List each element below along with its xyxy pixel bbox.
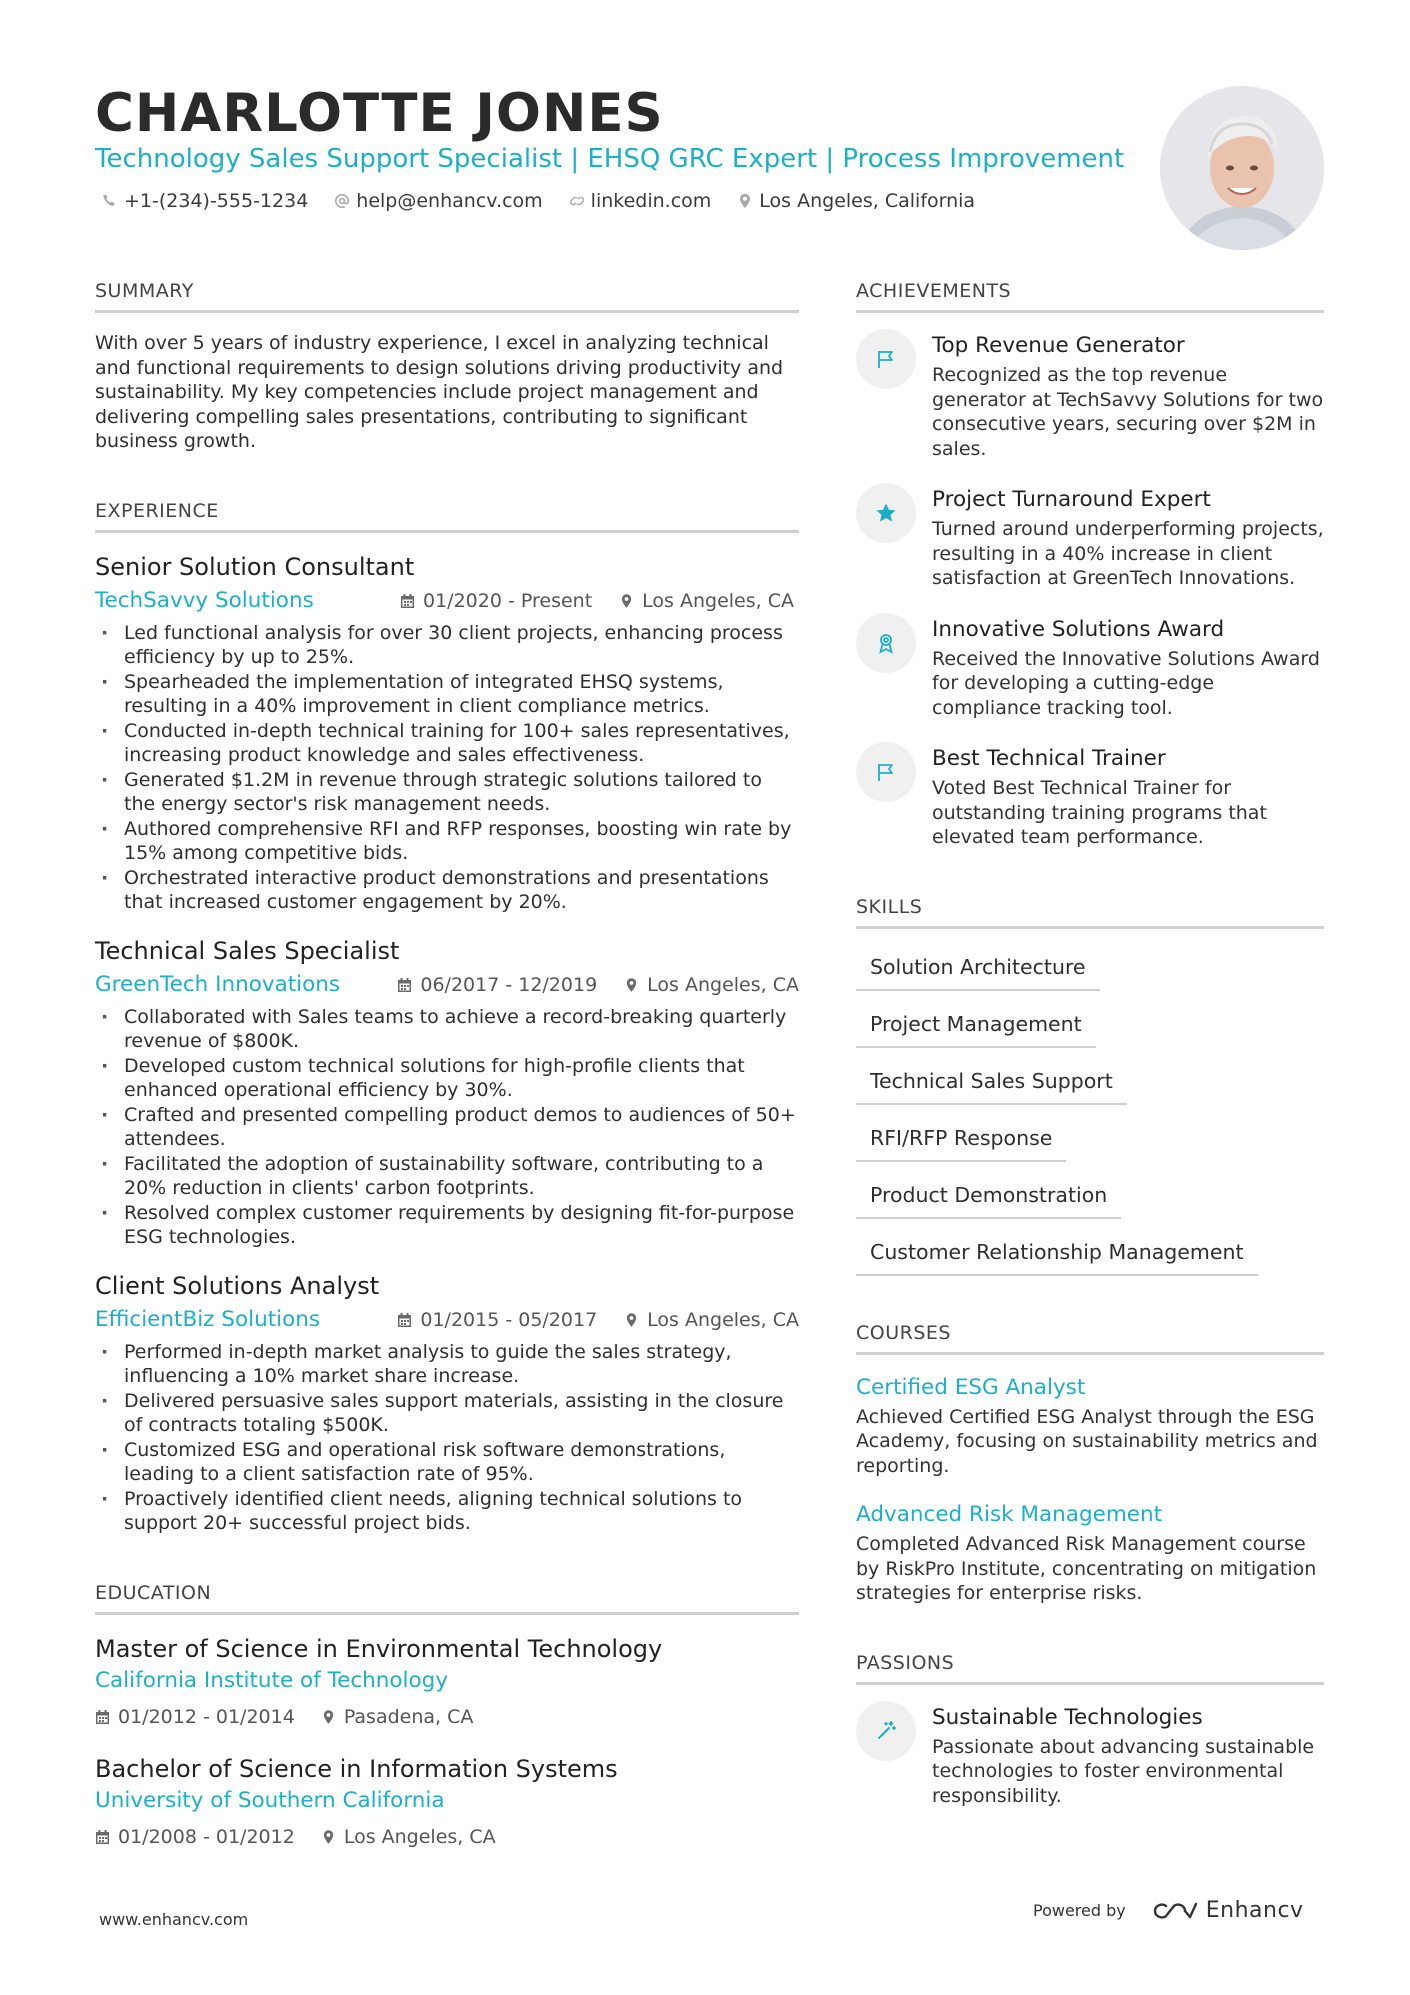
section-title-experience: EXPERIENCE (95, 498, 799, 533)
summary-text: With over 5 years of industry experience, I excel in analyzing technical and functional requirements to design solutions driving productivity and sustainability. My key competencies include project management and delivering compelling sales presentations, contributing to significant business growth. (95, 332, 784, 452)
phone-icon (102, 193, 118, 209)
summary-section (95, 278, 799, 454)
course-item (856, 1500, 1324, 1606)
skills-list (856, 947, 1324, 1276)
education-dates (95, 1706, 295, 1728)
achievement-item (856, 615, 1324, 721)
section-title-skills: SKILLS (856, 894, 1324, 929)
footer-brand (1033, 1898, 1304, 1923)
bullet-item: · Authored comprehensive RFI and RFP responses, boosting win rate by 15% among competitive bids. (95, 817, 799, 866)
bullet-item: · Facilitated the adoption of sustainability software, contributing to a 20% reduction in clients' carbon footprints. (95, 1152, 799, 1201)
calendar-icon (397, 977, 412, 993)
right-column (856, 278, 1324, 1832)
job-bullets (95, 621, 799, 915)
degree-title: Master of Science in Environmental Technology (95, 1634, 663, 1663)
job-meta (95, 1304, 799, 1336)
achievement-title: Top Revenue Generator (932, 333, 1185, 358)
job-bullets (95, 1005, 799, 1250)
education-dates (95, 1826, 295, 1848)
contact-bar (102, 190, 975, 212)
section-title-summary: SUMMARY (95, 278, 799, 313)
job-location (624, 1309, 799, 1331)
passions-section (856, 1650, 1324, 1809)
bullet-item: · Generated $1.2M in revenue through strategic solutions tailored to the energy sector's risk management needs. (95, 768, 799, 817)
course-title: Certified ESG Analyst (856, 1374, 1086, 1400)
phone-text: +1-(234)-555-1234 (124, 190, 309, 212)
section-title-education: EDUCATION (95, 1580, 799, 1615)
contact-location (737, 190, 975, 212)
achievement-item (856, 331, 1324, 461)
experience-entry (95, 935, 799, 1250)
bullet-item: · Proactively identified client needs, aligning technical solutions to support 20+ successful project bids. (95, 1487, 799, 1536)
experience-entry (95, 1270, 799, 1536)
linkedin-text: linkedin.com (590, 190, 712, 212)
bullet-item: · Customized ESG and operational risk software demonstrations, leading to a client satisfaction rate of 95%. (95, 1438, 799, 1487)
location-text: Los Angeles, California (759, 190, 976, 212)
achievement-item (856, 744, 1324, 850)
achievement-item (856, 485, 1324, 591)
brand-logo[interactable] (1152, 1898, 1304, 1923)
section-title-achievements: ACHIEVEMENTS (856, 278, 1324, 313)
job-location-text: Los Angeles, CA (647, 973, 799, 996)
school-name: University of Southern California (95, 1787, 445, 1813)
achievement-desc: Recognized as the top revenue generator at TechSavvy Solutions for two consecutive years, securing over $2M in sales. (932, 364, 1324, 460)
job-meta (95, 969, 799, 1001)
achievement-desc: Turned around underperforming projects, resulting in a 40% increase in client satisfaction at GreenTech Innovations. (932, 518, 1324, 589)
skills-section (856, 894, 1324, 1276)
job-title: Client Solutions Analyst (95, 1271, 380, 1300)
email-text: help@enhancv.com (356, 190, 543, 212)
headline: Technology Sales Support Specialist | EHSQ GRC Expert | Process Improvement (95, 144, 1125, 174)
course-item (856, 1373, 1324, 1479)
location-pin-icon (624, 1312, 639, 1328)
experience-entry (95, 551, 799, 915)
achievement-title: Best Technical Trainer (932, 746, 1166, 771)
course-desc: Completed Advanced Risk Management course by RiskPro Institute, concentrating on mitigation strategies for enterprise risks. (856, 1533, 1317, 1604)
link-icon (569, 193, 585, 209)
bullet-item: · Orchestrated interactive product demonstrations and presentations that increased customer engagement by 20%. (95, 866, 799, 915)
job-location (624, 974, 799, 996)
calendar-icon (95, 1709, 110, 1725)
course-desc: Achieved Certified ESG Analyst through the ESG Academy, focusing on sustainability metrics and reporting. (856, 1405, 1318, 1477)
bullet-item: · Developed custom technical solutions for high-profile clients that enhanced operational efficiency by 30%. (95, 1054, 799, 1103)
brand-name: Enhancv (1205, 1898, 1304, 1923)
powered-by-text: Powered by (1033, 1901, 1126, 1920)
section-title-passions: PASSIONS (856, 1650, 1324, 1685)
job-dates (400, 590, 592, 612)
skill-tag: Customer Relationship Management (856, 1232, 1258, 1276)
location-pin-icon (619, 593, 634, 609)
flag-icon (856, 329, 916, 389)
bullet-item: · Delivered persuasive sales support materials, assisting in the closure of contracts totaling $500K. (95, 1389, 799, 1438)
education-location (321, 1826, 496, 1848)
achievement-title: Innovative Solutions Award (932, 616, 1225, 642)
location-pin-icon (737, 193, 753, 209)
avatar (1160, 86, 1324, 250)
left-column (95, 278, 799, 1873)
contact-linkedin[interactable] (569, 190, 712, 212)
star-icon (856, 483, 916, 543)
passion-desc: Passionate about advancing sustainable technologies to foster environmental responsibility. (932, 1735, 1315, 1807)
enhancv-logo-icon (1152, 1900, 1198, 1922)
education-location (321, 1706, 474, 1728)
experience-section (95, 498, 799, 1536)
education-meta (95, 1821, 799, 1853)
job-meta (95, 585, 799, 617)
magic-wand-icon (856, 1701, 916, 1761)
section-title-courses: COURSES (856, 1320, 1324, 1355)
company-name: TechSavvy Solutions (95, 588, 314, 613)
calendar-icon (400, 593, 415, 609)
footer-website[interactable]: www.enhancv.com (99, 1910, 249, 1929)
degree-title: Bachelor of Science in Information Systems (95, 1754, 618, 1783)
school-name: California Institute of Technology (95, 1667, 449, 1693)
contact-phone[interactable] (102, 190, 308, 212)
bullet-item: · Spearheaded the implementation of integrated EHSQ systems, resulting in a 40% improvement in client compliance metrics. (95, 670, 799, 719)
achievement-desc: Voted Best Technical Trainer for outstanding training programs that elevated team performance. (932, 777, 1267, 848)
course-title: Advanced Risk Management (856, 1502, 1163, 1527)
award-icon (856, 613, 916, 673)
job-dates-text: 01/2020 - Present (423, 589, 593, 612)
calendar-icon (95, 1829, 110, 1845)
flag-icon (856, 742, 916, 802)
location-pin-icon (321, 1709, 336, 1725)
job-title: Technical Sales Specialist (95, 936, 400, 965)
skill-tag: Product Demonstration (856, 1175, 1121, 1219)
education-entry (95, 1633, 799, 1733)
bullet-item: · Performed in-depth market analysis to guide the sales strategy, influencing a 10% market share increase. (95, 1340, 799, 1389)
candidate-name: CHARLOTTE JONES (95, 83, 664, 144)
education-entry (95, 1753, 799, 1853)
education-location-text: Los Angeles, CA (343, 1825, 496, 1848)
bullet-item: · Conducted in-depth technical training for 100+ sales representatives, increasing product knowledge and sales effectiveness. (95, 719, 799, 768)
bullet-item: · Crafted and presented compelling product demos to audiences of 50+ attendees. (95, 1103, 799, 1152)
passion-item (856, 1703, 1324, 1809)
location-pin-icon (321, 1829, 336, 1845)
job-bullets (95, 1340, 799, 1536)
job-title: Senior Solution Consultant (95, 552, 415, 581)
achievement-desc: Received the Innovative Solutions Award for developing a cutting-edge compliance tracking tool. (932, 647, 1320, 719)
job-dates (397, 1309, 597, 1331)
job-dates-text: 01/2015 - 05/2017 (420, 1308, 598, 1331)
at-icon (334, 193, 350, 209)
contact-email[interactable] (334, 190, 542, 212)
education-dates-text: 01/2008 - 01/2012 (118, 1825, 295, 1848)
education-section (95, 1580, 799, 1853)
job-location-text: Los Angeles, CA (647, 1308, 799, 1331)
education-dates-text: 01/2012 - 01/2014 (118, 1705, 295, 1728)
bullet-item: · Resolved complex customer requirements by designing fit-for-purpose ESG technologies. (95, 1201, 799, 1250)
skill-tag: Project Management (856, 1004, 1096, 1048)
skill-tag: Solution Architecture (856, 947, 1100, 991)
education-location-text: Pasadena, CA (343, 1705, 474, 1728)
bullet-item: · Collaborated with Sales teams to achieve a record-breaking quarterly revenue of $800K. (95, 1005, 799, 1054)
profile-photo (1160, 86, 1324, 250)
achievement-title: Project Turnaround Expert (932, 487, 1211, 512)
bullet-item: · Led functional analysis for over 30 client projects, enhancing process efficiency by up to 25%. (95, 621, 799, 670)
courses-section (856, 1320, 1324, 1606)
company-name: GreenTech Innovations (95, 972, 341, 997)
calendar-icon (397, 1312, 412, 1328)
job-dates (397, 974, 597, 996)
skill-tag: RFI/RFP Response (856, 1118, 1066, 1162)
education-meta (95, 1701, 799, 1733)
job-dates-text: 06/2017 - 12/2019 (420, 973, 598, 996)
passion-title: Sustainable Technologies (932, 1704, 1203, 1730)
job-location (619, 590, 794, 612)
company-name: EfficientBiz Solutions (95, 1307, 321, 1332)
job-location-text: Los Angeles, CA (642, 589, 794, 612)
achievements-section (856, 278, 1324, 850)
location-pin-icon (624, 977, 639, 993)
skill-tag: Technical Sales Support (856, 1061, 1127, 1105)
